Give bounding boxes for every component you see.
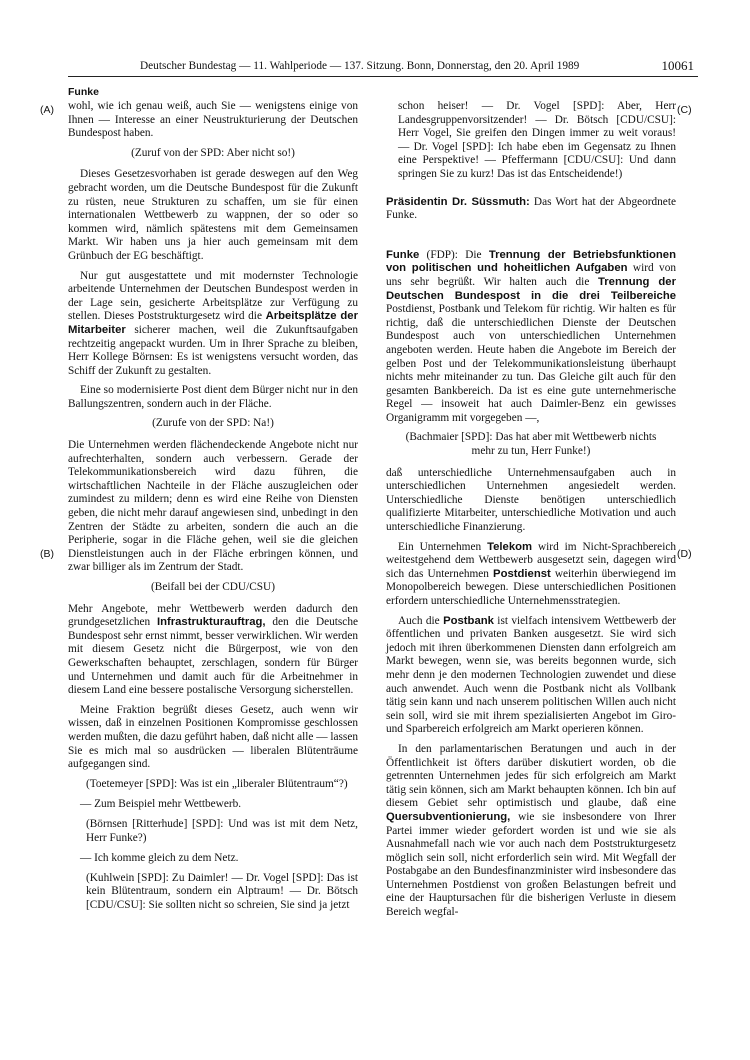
emphasis: Trennung der Betriebsfunktionen von politischen und hoheitlichen Aufgaben <box>386 248 676 275</box>
running-title: Deutscher Bundestag — 11. Wahlperiode — 137. Sitzung. Bonn, Donnerstag, den 20. April 1989 <box>140 60 580 72</box>
paragraph: Nur gut ausgestattete und mit modernster Technologie arbeitende Unternehmen der Deutschen Bundespost werden in der Lage sein, gesicherte Arbeitsplätze zur Verfügung zu stellen. Dieses Poststrukturgesetz wird die Arbeitsplätze der Mitarbeiter sicherer machen, weil die Zukunftsaufgaben rechtzeitig angepackt wurden. Um in Ihrer Sprache zu bleiben, Herr Kollege Börnsen: Es ist wenigstens versucht worden, das Schiff der Zukunft zu gestalten. <box>68 269 358 377</box>
margin-mark-d: (D) <box>677 548 692 560</box>
paragraph: Eine so modernisierte Post dient dem Bürger nicht nur in den Ballungszentren, sondern auch in der Fläche. <box>68 384 358 410</box>
paragraph: Auch die Postbank ist vielfach intensivem Wettbewerb der öffentlichen und privaten Banken ausgesetzt. Sie wird sich jedoch mit ihren überkommenen Diensten dann erfolgreich am Markt bewegen, wenn sie, was bereits begonnen wurde, sich mehr denn je den modernen Technologien zuwendet und diese auch anwendet. Auch wenn die Postbank nicht als Vollbank tätig sein kann und nach unserem politischen Willen auch nicht sein soll, wird sie mit ihrem spezialisierten Angebot im Giro- und Sparbereich erfolgreich am Markt operieren können. <box>386 614 677 736</box>
paragraph: daß unterschiedliche Unternehmensaufgaben auch in unterschiedlichen Unternehmen angesiedelt werden. Unterschiedliche Dienste benötigen unterschiedlich qualifizierte Mitarbeiter, unterschiedliche Motivation und auch unterschiedliche Finanzierung. <box>386 466 676 534</box>
emphasis: Arbeitsplätze der Mitarbeiter <box>68 310 358 336</box>
interjection: (Toetemeyer [SPD]: Was ist ein „liberaler Blütentraum“?) <box>86 777 348 790</box>
paragraph: Präsidentin Dr. Süssmuth: Das Wort hat der Abgeordnete Funke. <box>386 195 676 222</box>
margin-mark-c: (C) <box>677 104 692 116</box>
right-column <box>386 100 676 926</box>
speaker-head: Funke <box>68 86 99 98</box>
speaker-name: Präsidentin Dr. Süssmuth: <box>386 195 530 208</box>
interjection: (Börnsen [Ritterhude] [SPD]: Und was ist mit dem Netz, Herr Funke?) <box>86 817 358 844</box>
paragraph: Meine Fraktion begrüßt dieses Gesetz, auch wenn wir wissen, daß in einzelnen Positionen Kompromisse geschlossen werden mußten, die dazu geführt haben, daß nicht alle — lassen Sie es mich mal so ausdrücken — liberalen Blütenträume aufgegangen sind. <box>68 703 358 771</box>
emphasis: Telekom <box>487 540 533 553</box>
emphasis: Infrastrukturauftrag, <box>156 616 266 629</box>
speaker-name: Funke <box>386 248 420 261</box>
emphasis: Quersubventionierung, <box>386 810 511 823</box>
emphasis: Postbank <box>443 614 494 627</box>
interjection: (Zuruf von der SPD: Aber nicht so!) <box>131 146 295 159</box>
paragraph: Ein Unternehmen Telekom wird im Nicht-Sprachbereich weitestgehend dem Wettbewerb ausgesetzt sein, dagegen wird sich das Unternehmen Postdienst weiterhin überwiegend im Monopolbereich bewegen. Diese unterschiedlichen Positionen erfordern unterschiedliche Unternehmensstrategien. <box>386 540 676 607</box>
paragraph: Mehr Angebote, mehr Wettbewerb werden dadurch den grundgesetzlichen Infrastrukturauftrag, den die Deutsche Bundespost sehr ernst nimmt, besser verwirklichen. Wir werden mit diesem Gesetz nicht die Bürgerpost, wie von den Gewerkschaften behauptet, zerschlagen, sondern für Bürger und Unternehmen und damit auch für die Arbeitnehmer in diesem Land eine bessere postalische Versorgung sicherstellen. <box>68 602 358 697</box>
interjection: (Kuhlwein [SPD]: Zu Daimler! — Dr. Vogel [SPD]: Das ist kein Blütentraum, sondern ein Alptraum! — Dr. Bötsch [CDU/CSU]: Sie sollten nicht so schreien, Sie sind ja jetzt <box>86 871 358 911</box>
interjection: (Zurufe von der SPD: Na!) <box>152 417 274 430</box>
emphasis: Postdienst <box>493 567 551 580</box>
interjection: schon heiser! — Dr. Vogel [SPD]: Aber, Herr Landesgruppenvorsitzender! — Dr. Bötsch [CDU/CSU]: Herr Vogel, Sie greifen den Dingen immer zu weit voraus! — Dr. Vogel [SPD]: Ich habe eben im Gegensatz zu Ihnen eine Perspektive! — Pfeffermann [CDU/CSU]: Und dann springen Sie zu kurz! Das ist das Entscheidende!) <box>398 100 676 180</box>
emphasis: Trennung der Deutschen Bundespost in die drei Teilbereiche <box>386 275 676 302</box>
page-number: 10061 <box>661 58 694 73</box>
interjection: (Bachmaier [SPD]: Das hat aber mit Wettbewerb nichts mehr zu tun, Herr Funke!) <box>405 431 657 458</box>
reply-line: — Zum Beispiel mehr Wettbewerb. <box>80 798 242 811</box>
paragraph: wohl, wie ich genau weiß, auch Sie — wenigstens einige von Ihnen — Interesse an einer Neustrukturierung der Deutschen Bundespost haben. <box>68 100 358 140</box>
paragraph: Die Unternehmen werden flächendeckende Angebote nicht nur aufrechterhalten, sondern auch verbessern. Gerade der Telekommunikationsbereich wird dazu führen, die wirtschaftlichen Nachteile in der Fläche auszugleichen oder zumindest zu mildern; denn es wird eine Reihe von Diensten geben, die nicht mehr darauf angewiesen sind, unbedingt in den Zentren der Städte zu arbeiten, sondern die auch an die Peripherie, sogar in die Fläche gehen, weil sie die gleichen Dienstleistungen auch in der Fläche erbringen können, und zwar billiger als im Zentrum der Stadt. <box>68 439 358 574</box>
left-column <box>68 100 358 919</box>
paragraph: In den parlamentarischen Beratungen und auch in der Öffentlichkeit ist öfters darüber diskutiert worden, ob die getrennten Unternehmen jedes für sich erfolgreich am Markt tätig sein können, sich am Markt behaupten können. Ich bin auf diesem Gebiet sehr optimistisch und glaube, daß eine Quersubventionierung, wie sie insbesondere von Ihrer Partei immer wieder gefordert worden ist und wie sie als Ausnahmefall nach wie vor auch nach dem Poststrukturgesetz möglich sein soll, nicht erforderlich sein wird. Mit Wegfall der Postabgabe an den Bundesfinanzminister wird insbesondere das Unternehmen Postdienst von großen Belastungen befreit und eine der Hauptursachen für die bisherigen Verluste in diesem Bereich wegfal- <box>386 742 676 919</box>
margin-mark-a: (A) <box>40 104 54 116</box>
paragraph: Funke (FDP): Die Trennung der Betriebsfunktionen von politischen und hoheitlichen Aufgaben wird von uns sehr begrüßt. Wir halten auch die Trennung der Deutschen Bundespost in die drei Teilbereiche Postdienst, Postbank und Telekom für richtig. Wir halten es für richtig, daß die unterschiedlichen Dienste der Deutschen Bundespost auch von unterschiedlichen Unternehmen angeboten werden. Heute haben die Angebote im Bereich der gelben Post und der Telekommunikationsleistung überhaupt nichts mehr miteinander zu tun. Das Gleiche gilt auch für den gesamten Bankbereich. Da ist es eine gute unternehmerische Regel — insoweit hat auch Daimler-Benz ein gewisses Organigramm mit vorgegeben —, <box>386 248 676 424</box>
margin-mark-b: (B) <box>40 548 54 560</box>
paragraph: Dieses Gesetzesvorhaben ist gerade deswegen auf den Weg gebracht worden, um die Deutsche Bundespost für die Zukunft zu rüsten, neue Strukturen zu schaffen, um sie für einen internationalen Wettbewerb zu wappnen, der so oder so kommen wird, nämlich spätestens mit dem Gemeinsamen Markt. Wir haben uns ja hier auch gemeinsam mit dem Grünbuch der EG beschäftigt. <box>68 168 358 262</box>
interjection: (Beifall bei der CDU/CSU) <box>151 581 275 593</box>
reply-line: — Ich komme gleich zu dem Netz. <box>80 852 239 865</box>
running-header <box>68 58 698 77</box>
